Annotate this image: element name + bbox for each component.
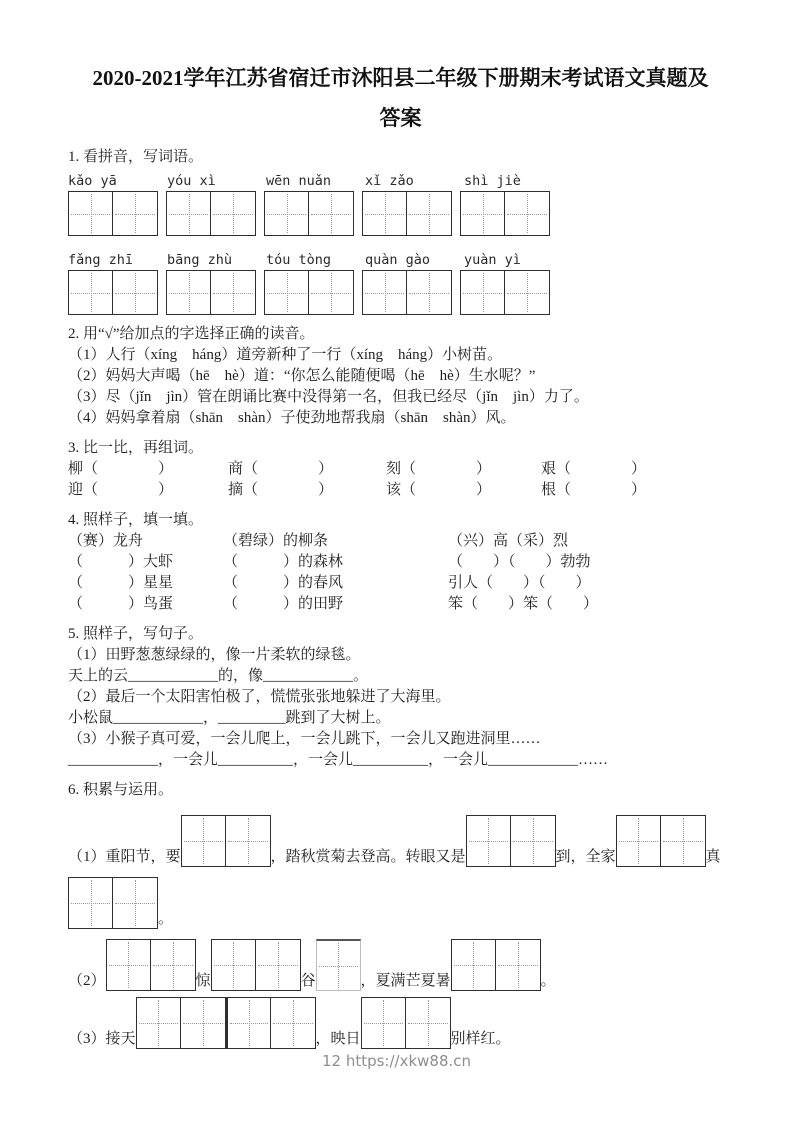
fill-blank: 引人（ ）（ ） <box>448 575 591 591</box>
question-5-line-3: （2）最后一个太阳害怕极了，慌慌张张地躲进了大海里。 <box>68 689 451 705</box>
grid-cell <box>166 191 211 236</box>
fill-text: （1）重阳节，要 <box>68 849 181 865</box>
grid-cell <box>181 997 226 1049</box>
writing-grid[interactable] <box>136 997 316 1049</box>
question-2-item-2: （2）妈妈大声喝（hē hè）道：“你怎么能随便喝（hē hè）生水呢？” <box>68 368 536 384</box>
writing-grid[interactable] <box>106 939 196 991</box>
grid-cell <box>106 939 151 991</box>
fill-text: 惊 <box>195 973 211 989</box>
question-1-label: 1. 看拼音，写词语。 <box>68 149 204 165</box>
pinyin-row-1 <box>68 173 733 189</box>
pinyin-word: kǎo yā <box>68 173 117 189</box>
question-2-item-3: （3）尽（jǐn jìn）管在朗诵比赛中没得第一名，但我已经尽（jǐn jìn）力了。 <box>68 389 589 405</box>
pinyin-word: quàn gào <box>365 252 431 268</box>
word-blank: 该（ ） <box>386 482 492 498</box>
pinyin-word: bāng zhù <box>167 252 233 268</box>
grid-cell <box>361 997 406 1049</box>
grid-cell <box>316 939 361 991</box>
writing-grid[interactable] <box>460 191 550 236</box>
grid-cell <box>211 191 256 236</box>
question-5-line-5: （3）小猴子真可爱，一会儿爬上，一会儿跳下，一会儿又跑进洞里…… <box>68 731 541 747</box>
grid-cell <box>661 815 706 867</box>
grid-cell <box>407 270 452 315</box>
writing-grid-row-2 <box>68 270 733 315</box>
writing-grid[interactable] <box>316 939 361 991</box>
grid-cell <box>466 815 511 867</box>
fill-text: ，映日 <box>315 1031 361 1047</box>
question-3-row-2 <box>68 480 733 501</box>
fill-text: （2） <box>68 973 106 989</box>
fill-text: 到，全家 <box>555 849 616 865</box>
grid-cell <box>166 270 211 315</box>
question-5-label: 5. 照样子，写句子。 <box>68 626 204 642</box>
grid-cell <box>451 939 496 991</box>
writing-grid[interactable] <box>211 939 301 991</box>
writing-grid[interactable] <box>264 270 354 315</box>
fill-text: ，夏满芒夏暑 <box>360 973 451 989</box>
writing-grid[interactable] <box>166 191 256 236</box>
grid-cell <box>407 191 452 236</box>
grid-cell <box>113 191 158 236</box>
word-blank: 商（ ） <box>228 461 334 477</box>
exam-title-line2: 答案 <box>379 106 422 130</box>
pinyin-word: yóu xì <box>167 173 216 189</box>
grid-cell <box>226 815 271 867</box>
fill-blank: （赛）龙舟 <box>68 533 144 549</box>
fill-blank: （ ）的春风 <box>223 575 344 591</box>
question-3-row-1 <box>68 459 733 480</box>
fill-blank: （碧绿）的柳条 <box>223 533 329 549</box>
fill-blank: （ ）鸟蛋 <box>68 596 174 612</box>
fill-blank: （ ）星星 <box>68 575 174 591</box>
writing-grid[interactable] <box>264 191 354 236</box>
question-3-label: 3. 比一比，再组词。 <box>68 440 204 456</box>
grid-cell <box>113 270 158 315</box>
page-footer-url: 12 https://xkw88.cn <box>321 1052 472 1070</box>
writing-grid[interactable] <box>68 877 158 929</box>
question-4-row-4 <box>68 594 733 615</box>
word-blank: 根（ ） <box>541 482 647 498</box>
pinyin-word: xǐ zǎo <box>365 173 414 189</box>
grid-cell <box>309 270 354 315</box>
pinyin-word: tóu tòng <box>266 252 332 268</box>
fill-text: ，踏秋赏菊去登高。转眼又是 <box>270 849 466 865</box>
grid-cell <box>211 939 256 991</box>
writing-grid[interactable] <box>616 815 706 867</box>
question-4-label: 4. 照样子，填一填。 <box>68 512 204 528</box>
grid-cell <box>496 939 541 991</box>
question-4-row-3 <box>68 573 733 594</box>
grid-cell <box>309 191 354 236</box>
word-blank: 艰（ ） <box>541 461 647 477</box>
grid-cell <box>68 877 113 929</box>
word-blank: 柳（ ） <box>68 461 174 477</box>
writing-grid[interactable] <box>451 939 541 991</box>
grid-cell <box>264 191 309 236</box>
question-4-row-2 <box>68 552 733 573</box>
question-5-line-2: 天上的云____________的，像____________。 <box>68 668 369 684</box>
pinyin-word: yuàn yì <box>464 252 521 268</box>
question-4-row-1 <box>68 531 733 552</box>
page-title <box>68 58 733 138</box>
fill-blank: （兴）高（采）烈 <box>448 533 569 549</box>
question-6-line-1 <box>68 815 733 867</box>
pinyin-word: shì jiè <box>464 173 521 189</box>
grid-cell <box>511 815 556 867</box>
grid-cell <box>226 997 271 1049</box>
grid-cell <box>256 939 301 991</box>
fill-text: 真 <box>705 849 721 865</box>
grid-cell <box>271 997 316 1049</box>
pinyin-word: fǎng zhī <box>68 252 134 268</box>
question-6-label: 6. 积累与运用。 <box>68 782 174 798</box>
grid-cell <box>362 270 407 315</box>
question-2-label: 2. 用“√”给加点的字选择正确的读音。 <box>68 326 315 342</box>
fill-text: 谷 <box>300 973 316 989</box>
writing-grid[interactable] <box>181 815 271 867</box>
writing-grid[interactable] <box>460 270 550 315</box>
writing-grid[interactable] <box>68 270 158 315</box>
fill-text: 。 <box>158 911 174 927</box>
writing-grid[interactable] <box>362 270 452 315</box>
grid-cell <box>136 997 181 1049</box>
grid-cell <box>68 270 113 315</box>
grid-cell <box>113 877 158 929</box>
question-5-line-4: 小松鼠____________，_________跳到了大树上。 <box>68 710 391 726</box>
question-2-item-4: （4）妈妈拿着扇（shān shàn）子使劲地帮我扇（shān shàn）风。 <box>68 410 516 426</box>
fill-text: 别样红。 <box>450 1031 511 1047</box>
fill-blank: （ ）的田野 <box>223 596 344 612</box>
pinyin-word: wēn nuǎn <box>266 173 332 189</box>
question-6-line-3 <box>68 997 733 1049</box>
grid-cell <box>505 270 550 315</box>
pinyin-row-2 <box>68 252 733 268</box>
fill-text: 。 <box>540 973 556 989</box>
grid-cell <box>181 815 226 867</box>
grid-cell <box>68 191 113 236</box>
writing-grid[interactable] <box>361 997 451 1049</box>
grid-cell <box>460 270 505 315</box>
word-blank: 迎（ ） <box>68 482 174 498</box>
question-6-line-1-cont <box>68 877 733 929</box>
fill-blank: （ ）大虾 <box>68 554 174 570</box>
exam-title-line1: 2020-2021学年江苏省宿迁市沐阳县二年级下册期末考试语文真题及 <box>92 66 709 90</box>
writing-grid[interactable] <box>466 815 556 867</box>
question-5-line-6: ____________，一会儿__________，一会儿__________，一会儿____________…… <box>68 752 609 768</box>
question-2-item-1: （1）人行（xíng háng）道旁新种了一行（xíng háng）小树苗。 <box>68 347 503 363</box>
grid-cell <box>616 815 661 867</box>
grid-cell <box>406 997 451 1049</box>
question-5-line-1: （1）田野葱葱绿绿的，像一片柔软的绿毯。 <box>68 647 361 663</box>
writing-grid[interactable] <box>362 191 452 236</box>
fill-blank: （ ）的森林 <box>223 554 344 570</box>
word-blank: 刻（ ） <box>386 461 492 477</box>
grid-cell <box>505 191 550 236</box>
writing-grid[interactable] <box>68 191 158 236</box>
writing-grid[interactable] <box>166 270 256 315</box>
grid-cell <box>151 939 196 991</box>
fill-blank: （ ）（ ）勃勃 <box>448 554 591 570</box>
grid-cell <box>211 270 256 315</box>
grid-cell <box>264 270 309 315</box>
question-6-line-2 <box>68 939 733 991</box>
writing-grid-row-1 <box>68 191 733 236</box>
fill-text: （3）接天 <box>68 1031 136 1047</box>
fill-blank: 笨（ ）笨（ ） <box>448 596 599 612</box>
grid-cell <box>362 191 407 236</box>
word-blank: 摘（ ） <box>228 482 334 498</box>
grid-cell <box>460 191 505 236</box>
